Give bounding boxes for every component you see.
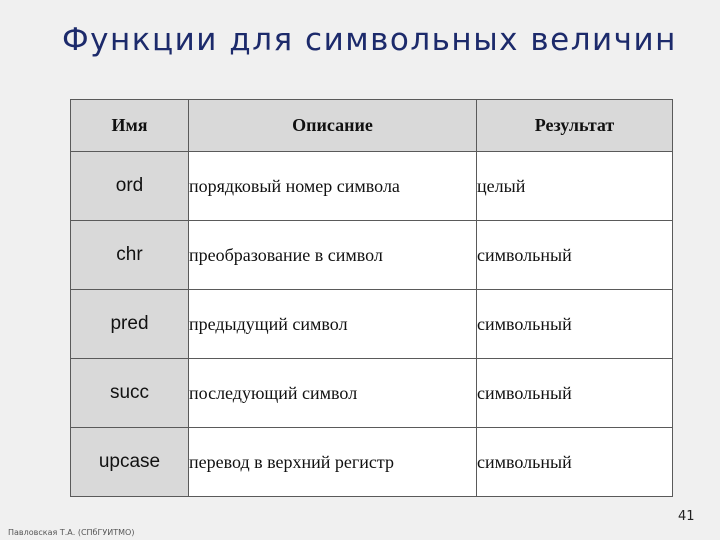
function-result-cell: символьный [477, 221, 673, 290]
function-description-cell: предыдущий символ [189, 290, 477, 359]
table-row [71, 290, 673, 359]
function-description-cell: порядковый номер символа [189, 152, 477, 221]
table-row [71, 152, 673, 221]
table-row [71, 359, 673, 428]
footer-author: Павловская Т.А. (СПбГУИТМО) [8, 528, 135, 537]
table-header-row [71, 100, 673, 152]
page-number: 41 [678, 509, 695, 524]
function-result-cell: символьный [477, 359, 673, 428]
functions-table [70, 99, 673, 497]
column-header-name: Имя [71, 100, 189, 152]
function-name-cell: chr [71, 221, 189, 290]
function-result-cell: символьный [477, 428, 673, 497]
function-name-cell: succ [71, 359, 189, 428]
function-name-cell: pred [71, 290, 189, 359]
function-description-cell: преобразование в символ [189, 221, 477, 290]
page-title: Функции для символьных величин [62, 22, 677, 58]
table-row [71, 221, 673, 290]
function-result-cell: целый [477, 152, 673, 221]
function-name-cell: upcase [71, 428, 189, 497]
table-row [71, 428, 673, 497]
function-name-cell: ord [71, 152, 189, 221]
function-result-cell: символьный [477, 290, 673, 359]
function-description-cell: перевод в верхний регистр [189, 428, 477, 497]
function-description-cell: последующий символ [189, 359, 477, 428]
column-header-description: Описание [189, 100, 477, 152]
column-header-result: Результат [477, 100, 673, 152]
